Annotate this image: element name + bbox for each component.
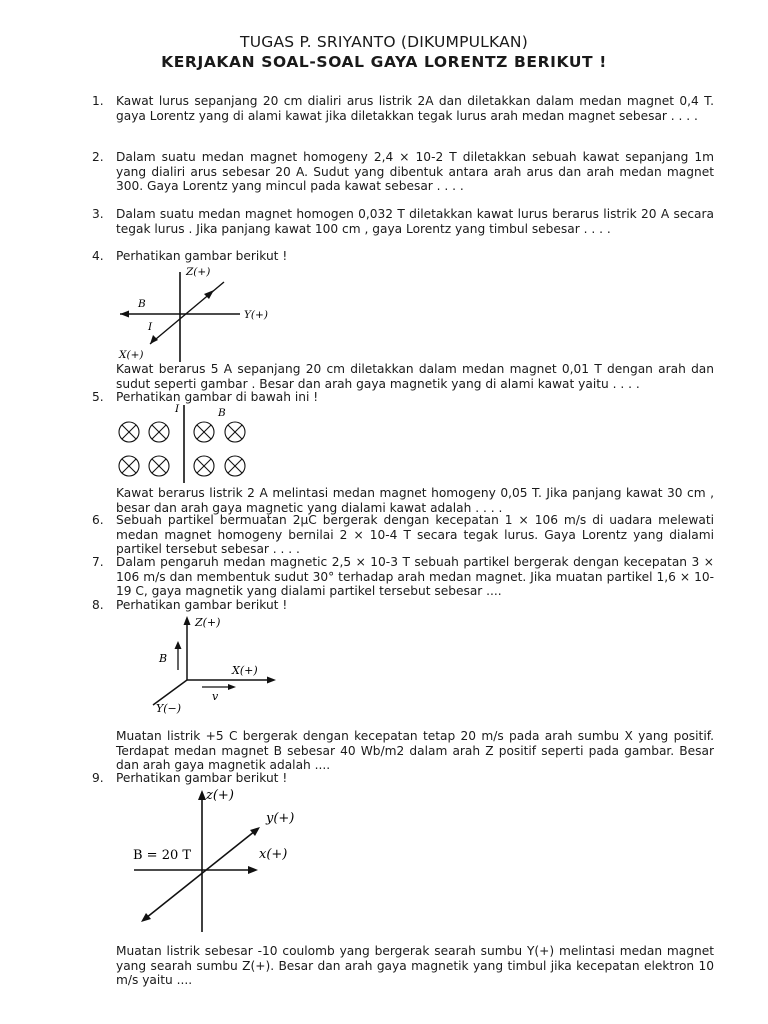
question-2 <box>92 150 714 194</box>
field-into-page-icon <box>119 422 139 442</box>
z-axis-label: Z(+) <box>195 616 221 629</box>
y-axis <box>146 831 255 918</box>
field-into-page-icon <box>194 422 214 442</box>
question-text: Muatan listrik +5 C bergerak dengan kecepatan tetap 20 m/s pada arah sumbu X yang positif. Terdapat medan magnet B sebesar 40 Wb/m2 dalam arah Z positif seperti pada gambar. Besar dan arah gaya magnetik adalah .... <box>116 729 714 772</box>
question-number: 9. <box>92 771 104 785</box>
x-axis-label: X(+) <box>232 664 258 677</box>
page-subtitle: KERJAKAN SOAL-SOAL GAYA LORENTZ BERIKUT ! <box>161 53 607 71</box>
arrowhead-icon <box>150 335 158 344</box>
question-text: Dalam suatu medan magnet homogeny 2,4 × 10-2 T diletakkan sebuah kawat sepanjang 1m yang dialiri arus sebesar 20 A. Sudut yang dibentuk antara arah arus dan arah medan magnet 300. Gaya Lorentz yang mincul pada kawat sebesar . . . . <box>116 150 714 193</box>
question-1 <box>92 94 714 123</box>
field-into-page-icon <box>225 456 245 476</box>
field-into-page-icon <box>225 422 245 442</box>
x-axis-label: X(+) <box>119 349 144 361</box>
current-label: I <box>175 403 180 415</box>
current-label: I <box>148 321 153 333</box>
arrowhead-icon <box>267 677 276 684</box>
question-text: Dalam suatu medan magnet homogen 0,032 T diletakkan kawat lurus berarus listrik 20 A secara tegak lurus . Jika panjang kawat 100 cm , gaya Lorentz yang timbul sebesar . . . . <box>116 207 714 236</box>
v-label: v <box>212 690 219 703</box>
question-6 <box>92 513 714 557</box>
question-number: 2. <box>92 150 104 164</box>
z-axis-label: z(+) <box>206 788 234 803</box>
arrowhead-icon <box>248 866 258 874</box>
question-number: 8. <box>92 598 104 612</box>
question-number: 7. <box>92 555 104 569</box>
b-label: B <box>159 652 168 665</box>
y-axis-label: y(+) <box>266 811 295 826</box>
figure-9-axes <box>120 784 310 936</box>
question-5-body <box>92 486 714 515</box>
x-axis-label: x(+) <box>259 847 288 862</box>
question-number: 4. <box>92 249 104 263</box>
question-8-body <box>92 729 714 773</box>
figure-8-axes <box>150 612 280 716</box>
y-axis-label: Y(−) <box>156 702 182 715</box>
b-label: B <box>218 407 226 419</box>
field-into-page-icon <box>119 456 139 476</box>
question-text: Perhatikan gambar berikut ! <box>116 249 288 263</box>
question-text: Perhatikan gambar berikut ! <box>116 598 288 612</box>
question-text: Perhatikan gambar berikut ! <box>116 771 288 785</box>
question-text: Kawat berarus 5 A sepanjang 20 cm diletakkan dalam medan magnet 0,01 T dengan arah dan sudut seperti gambar . Besar dan arah gaya magnetik yang di alami kawat yaitu . . . . <box>116 362 714 391</box>
arrowhead-icon <box>198 790 206 800</box>
z-axis-label: Z(+) <box>186 266 211 278</box>
question-number: 5. <box>92 390 104 404</box>
question-number: 6. <box>92 513 104 527</box>
question-number: 3. <box>92 207 104 221</box>
figure-4-axes <box>112 262 282 364</box>
arrowhead-icon <box>175 641 182 649</box>
arrowhead-icon <box>228 684 236 690</box>
question-9-body <box>92 944 714 988</box>
question-text: Perhatikan gambar di bawah ini ! <box>116 390 319 404</box>
field-into-page-icon <box>194 456 214 476</box>
arrowhead-icon <box>120 311 129 318</box>
question-text: Sebuah partikel bermuatan 2μC bergerak dengan kecepatan 1 × 106 m/s di uadara melewati medan magnet homogeny bernilai 2 × 10-4 T secara tegak lurus. Gaya Lorentz yang dialami partikel tersebut sebesar . . . . <box>116 513 714 556</box>
b-label: B <box>138 298 146 310</box>
field-into-page-icon <box>149 422 169 442</box>
question-4-body <box>92 362 714 391</box>
question-text: Dalam pengaruh medan magnetic 2,5 × 10-3 T sebuah partikel bergerak dengan kecepatan 3 × 106 m/s dan membentuk sudut 30° terhadap arah medan magnet. Jika muatan partikel 1,6 × 10-19 C, gaya magnetik yang dialami partikel tersebut sebesar .... <box>116 555 714 598</box>
question-8 <box>92 598 714 613</box>
page-title: TUGAS P. SRIYANTO (DIKUMPULKAN) <box>240 33 528 51</box>
y-axis-label: Y(+) <box>244 309 268 321</box>
question-number: 1. <box>92 94 104 108</box>
field-into-page-icon <box>149 456 169 476</box>
arrowhead-icon <box>184 616 191 625</box>
question-text: Muatan listrik sebesar -10 coulomb yang bergerak searah sumbu Y(+) melintasi medan magnet yang searah sumbu Z(+). Besar dan arah gaya magnetik yang timbul jika kecepatan elektron 10 m/s yaitu .... <box>116 944 714 987</box>
question-text: Kawat berarus listrik 2 A melintasi medan magnet homogeny 0,05 T. Jika panjang kawat 30 cm , besar dan arah gaya magnetic yang dialami kawat adalah . . . . <box>116 486 714 515</box>
b-label: B = 20 T <box>133 848 192 863</box>
question-3 <box>92 207 714 236</box>
question-text: Kawat lurus sepanjang 20 cm dialiri arus listrik 2A dan diletakkan dalam medan magnet 0,4 T. gaya Lorentz yang di alami kawat jika diletakkan tegak lurus arah medan magnet sebesar . . . . <box>116 94 714 123</box>
question-7 <box>92 555 714 599</box>
figure-5-field <box>112 403 257 483</box>
